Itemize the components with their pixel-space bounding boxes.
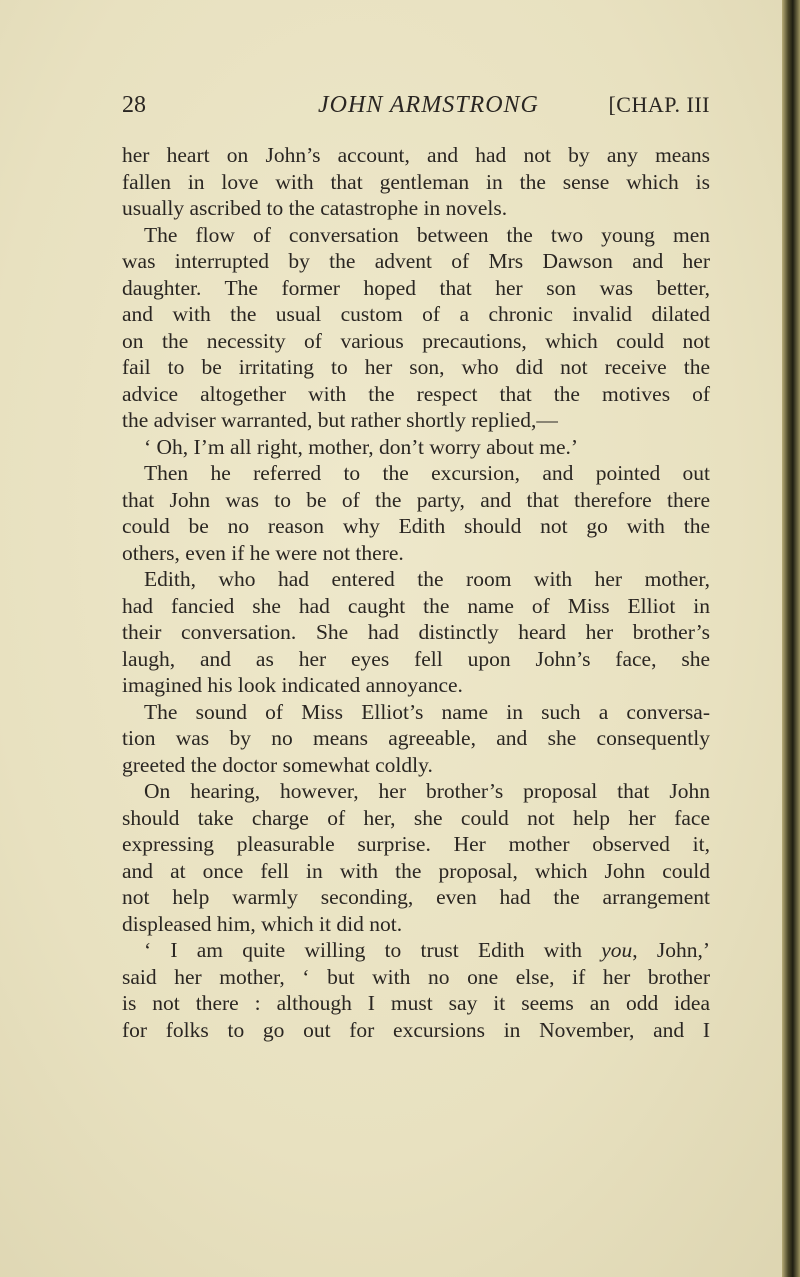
text-line: The flow of conversation between the two young men — [144, 222, 710, 247]
text-line: fail to be irritating to her son, who did not receive the — [122, 355, 710, 379]
text-line: tion was by no means agreeable, and she consequently — [122, 726, 710, 750]
text-line: daughter. The former hoped that her son was better, — [122, 275, 710, 300]
text-line: expressing pleasurable surprise. Her mother observed it, — [122, 832, 710, 856]
text-line: should take charge of her, she could not help her face — [122, 805, 710, 830]
text-line: others, even if he were not there. — [122, 540, 404, 565]
page-number: 28 — [122, 92, 146, 118]
text-line: fallen in love with that gentleman in the sense which is — [122, 169, 710, 194]
text-line: imagined his look indicated annoyance. — [122, 673, 463, 697]
text-line: ‘ I am quite willing to trust Edith with you, John,’ — [144, 938, 710, 962]
text-line: and at once fell in with the proposal, which John could — [122, 858, 710, 883]
text-line: usually ascribed to the catastrophe in novels. — [122, 196, 508, 220]
text-line: was interrupted by the advent of Mrs Dawson and her — [122, 249, 710, 273]
text-line: ‘ Oh, I’m all right, mother, don’t worry about me.’ — [144, 434, 579, 459]
text-line: The sound of Miss Elliot’s name in such a conversa- — [144, 699, 710, 724]
text-line: greeted the doctor somewhat coldly. — [122, 752, 433, 777]
text-line: On hearing, however, her brother’s proposal that John — [144, 779, 710, 803]
text-line: and with the usual custom of a chronic invalid dilated — [122, 302, 710, 326]
text-line: not help warmly seconding, even had the arrangement — [122, 885, 710, 909]
text-line: for folks to go out for excursions in November, and I — [122, 1017, 710, 1042]
text-line: laugh, and as her eyes fell upon John’s face, she — [122, 646, 710, 671]
text-line: Then he referred to the excursion, and pointed out — [144, 461, 710, 485]
text-line: had fancied she had caught the name of Miss Elliot in — [122, 593, 710, 618]
text-line: her heart on John’s account, and had not by any means — [122, 143, 710, 167]
text-line: that John was to be of the party, and that therefore there — [122, 487, 710, 512]
text-line: could be no reason why Edith should not go with the — [122, 514, 710, 538]
text-line: displeased him, which it did not. — [122, 911, 403, 936]
chapter-label: [CHAP. III — [608, 92, 710, 117]
text-line: the adviser warranted, but rather shortly replied,— — [122, 408, 558, 432]
text-line: Edith, who had entered the room with her mother, — [144, 567, 710, 591]
text-line: is not there : although I must say it seems an odd idea — [122, 991, 710, 1015]
text-line: on the necessity of various precautions, which could not — [122, 328, 710, 353]
body-text — [122, 142, 710, 1043]
running-head — [122, 92, 710, 122]
text-line: advice altogether with the respect that the motives of — [122, 381, 710, 406]
book-spine-edge — [782, 0, 800, 1277]
book-title: JOHN ARMSTRONG — [318, 92, 539, 118]
emphasis: you — [601, 938, 633, 962]
text-line: said her mother, ‘ but with no one else, if her brother — [122, 964, 710, 989]
text-line: their conversation. She had distinctly heard her brother’s — [122, 620, 710, 644]
